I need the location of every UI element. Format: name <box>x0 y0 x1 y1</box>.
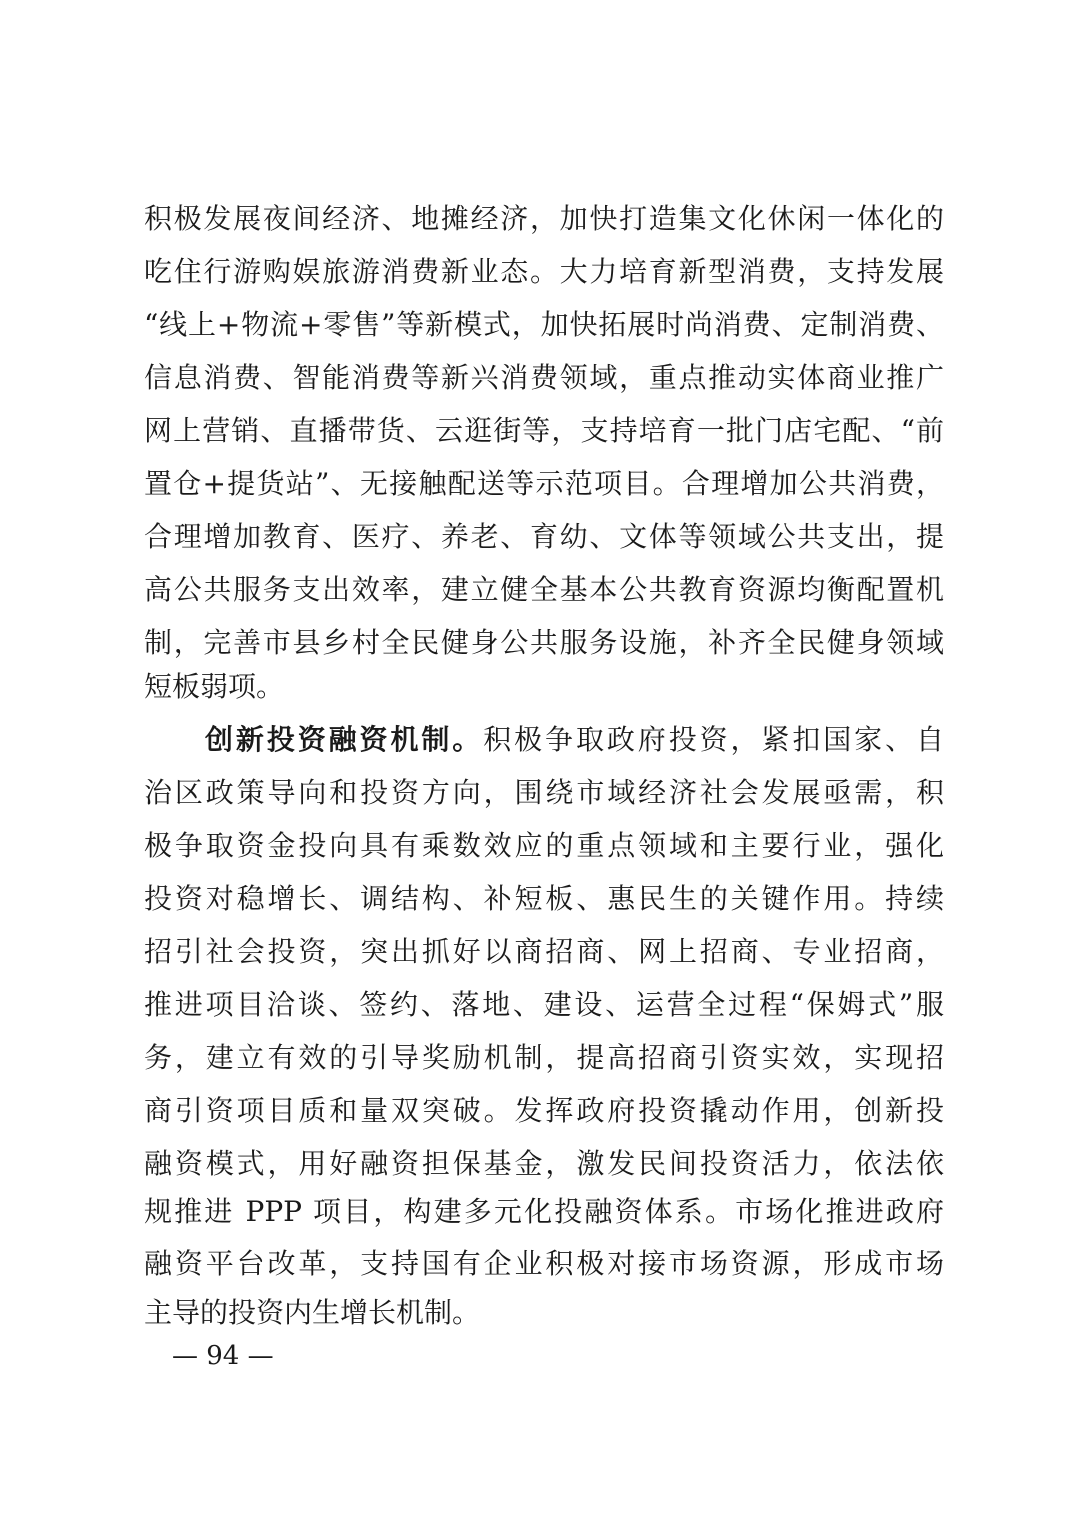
text-line: 短板弱项。 <box>144 670 285 703</box>
text-line: “线上+物流+零售”等新模式，加快拓展时尚消费、定制消费、 <box>144 308 944 341</box>
text-line: 高公共服务支出效率，建立健全基本公共教育资源均衡配置机 <box>144 573 944 606</box>
text-line: 网上营销、直播带货、云逛街等，支持培育一批门店宅配、“前 <box>144 414 944 447</box>
text-line: 信息消费、智能消费等新兴消费领域，重点推动实体商业推广 <box>144 361 944 394</box>
text-line: 制，完善市县乡村全民健身公共服务设施，补齐全民健身领域 <box>144 626 944 659</box>
paragraph-first-line <box>205 714 944 766</box>
text-line: 置仓+提货站”、无接触配送等示范项目。合理增加公共消费， <box>144 467 944 500</box>
text-line: 主导的投资内生增长机制。 <box>144 1296 481 1329</box>
text-line: 积极发展夜间经济、地摊经济，加快打造集文化休闲一体化的 <box>144 202 944 235</box>
text-line: 招引社会投资，突出抓好以商招商、网上招商、专业招商， <box>144 935 944 968</box>
page-number: — 94 — <box>172 1341 274 1371</box>
text-line: 推进项目洽谈、签约、落地、建设、运营全过程“保姆式”服 <box>144 988 944 1021</box>
text-line: 治区政策导向和投资方向，围绕市域经济社会发展亟需，积 <box>144 776 944 809</box>
text-line: 合理增加教育、医疗、养老、育幼、文体等领域公共支出，提 <box>144 520 944 553</box>
text-line: 融资平台改革，支持国有企业积极对接市场资源，形成市场 <box>144 1247 944 1280</box>
text-line: 务，建立有效的引导奖励机制，提高招商引资实效，实现招 <box>144 1041 944 1074</box>
section-heading: 创新投资融资机制。 <box>205 723 484 756</box>
text-line: 吃住行游购娱旅游消费新业态。大力培育新型消费，支持发展 <box>144 255 944 288</box>
text-line: 商引资项目质和量双突破。发挥政府投资撬动作用，创新投 <box>144 1094 944 1127</box>
text-line: 规推进 PPP 项目，构建多元化投融资体系。市场化推进政府 <box>144 1195 944 1228</box>
text-line: 投资对稳增长、调结构、补短板、惠民生的关键作用。持续 <box>144 882 944 915</box>
text-span: 积极争取政府投资，紧扣国家、自 <box>483 723 944 756</box>
text-line: 极争取资金投向具有乘数效应的重点领域和主要行业，强化 <box>144 829 944 862</box>
text-line: 融资模式，用好融资担保基金，激发民间投资活力，依法依 <box>144 1147 944 1180</box>
